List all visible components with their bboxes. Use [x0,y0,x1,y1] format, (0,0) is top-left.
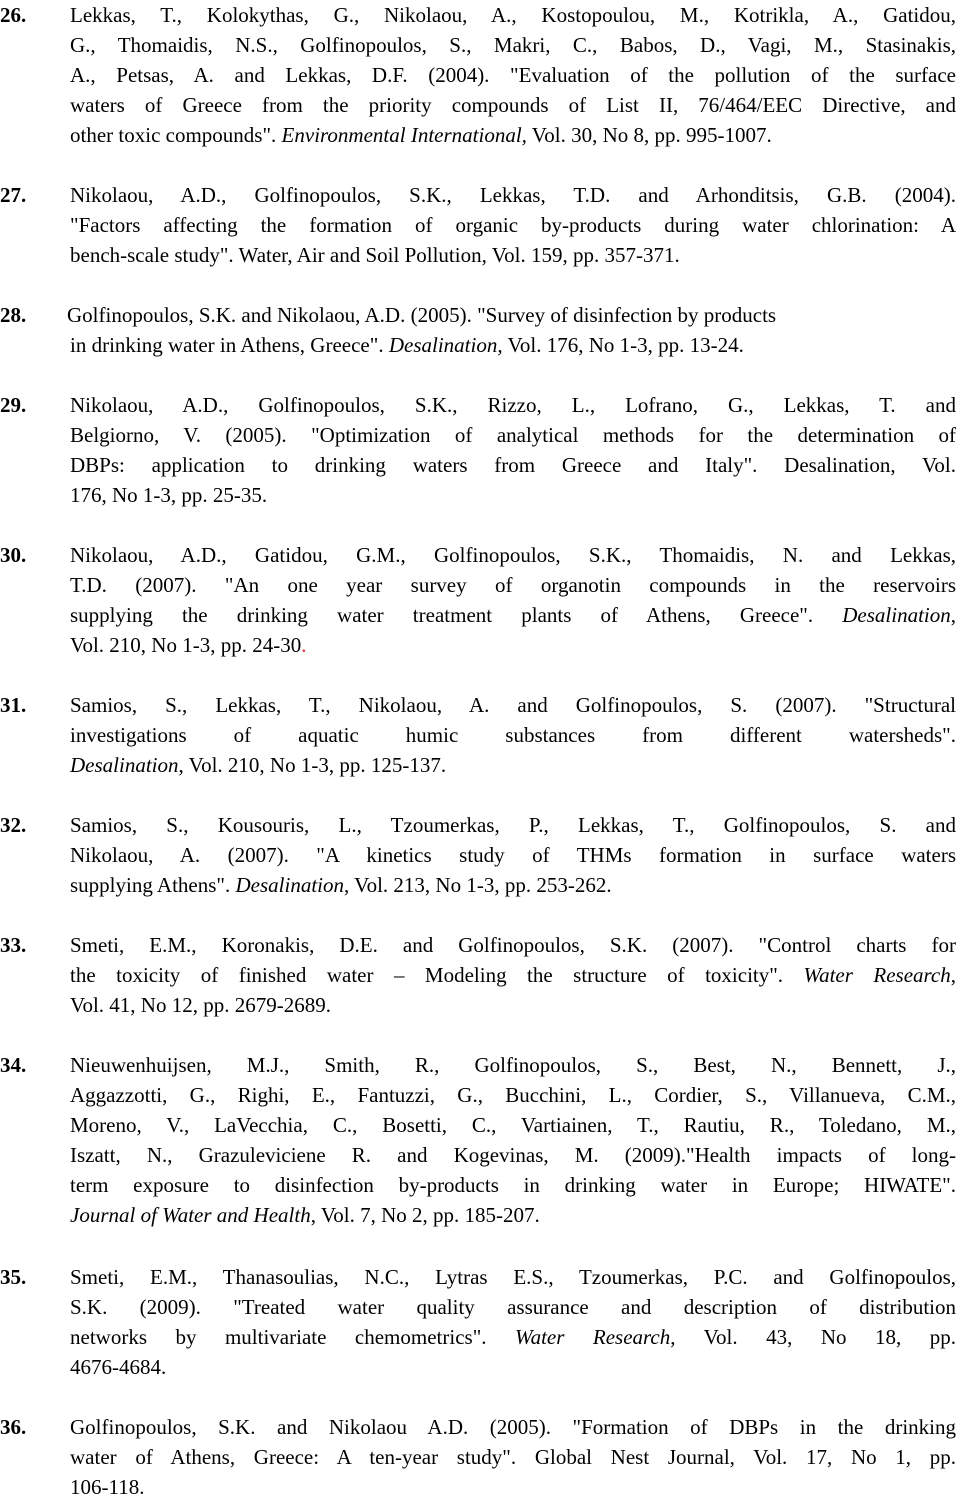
reference-number: 30. [0,543,27,567]
reference-text: 106-118. [70,1475,145,1499]
reference-text: Vol. 41, No 12, pp. 2679-2689. [70,993,331,1017]
reference-text: supplying Athens". [70,873,236,897]
reference-number: 31. [0,693,27,717]
reference-text: Nikolaou, A.D., Golfinopoulos, S.K., Rizzo, L., Lofrano, G., Lekkas, T. and [70,393,956,417]
reference-number: 29. [0,393,27,417]
reference-text: Smeti, E.M., Koronakis, D.E. and Golfinopoulos, S.K. (2007). "Control charts for [70,933,956,957]
reference-text: Aggazzotti, G., Righi, E., Fantuzzi, G., Bucchini, L., Cordier, S., Villanueva, C.M., [70,1083,956,1107]
reference-number: 26. [0,3,27,27]
reference-text: Vol. 176, No 1-3, pp. 13-24. [502,333,744,357]
reference-text: Smeti, E.M., Thanasoulias, N.C., Lytras E.S., Tzoumerkas, P.C. and Golfinopoulos, [70,1265,956,1289]
reference-text: networks by multivariate chemometrics". [70,1325,515,1349]
reference-text: Lekkas, T., Kolokythas, G., Nikolaou, A., Kostopoulou, M., Kotrikla, A., Gatidou, [70,3,956,27]
reference-text: Nikolaou, A. (2007). "A kinetics study of THMs formation in surface waters [70,843,956,867]
reference-text: Nikolaou, A.D., Golfinopoulos, S.K., Lekkas, T.D. and Arhonditsis, G.B. (2004). [70,183,956,207]
reference-number: 32. [0,813,27,837]
reference-text: bench-scale study". Water, Air and Soil Pollution, Vol. 159, pp. 357-371. [70,243,680,267]
reference-text: Nikolaou, A.D., Gatidou, G.M., Golfinopoulos, S.K., Thomaidis, N. and Lekkas, [70,543,956,567]
reference-number: 35. [0,1265,27,1289]
reference-text: , Vol. 210, No 1-3, pp. 125-137. [178,753,447,777]
journal-name: Water Research [515,1325,671,1349]
journal-name: Journal of Water and Health [70,1203,311,1227]
reference-text: term exposure to disinfection by-products in drinking water in Europe; HIWATE". [70,1173,956,1197]
reference-text: Moreno, V., LaVecchia, C., Bosetti, C., Vartiainen, T., Rautiu, R., Toledano, M., [70,1113,956,1137]
reference-text: Vol. 30, No 8, pp. 995-1007. [526,123,772,147]
reference-number: 27. [0,183,27,207]
journal-name: Environmental International, [281,123,527,147]
reference-text: the toxicity of finished water – Modeling the structure of toxicity". [70,963,804,987]
reference-text: Samios, S., Lekkas, T., Nikolaou, A. and Golfinopoulos, S. (2007). "Structural [70,693,956,717]
reference-text: supplying the drinking water treatment plants of Athens, Greece". [70,603,843,627]
reference-number: 28. [0,303,27,327]
reference-text: S.K. (2009). "Treated water quality assurance and description of distribution [70,1295,956,1319]
journal-name: Desalination [235,873,344,897]
reference-text: , Vol. 7, No 2, pp. 185-207. [310,1203,540,1227]
reference-text: Golfinopoulos, S.K. and Nikolaou, A.D. (2005). "Survey of disinfection by products [67,303,777,327]
reference-text: DBPs: application to drinking waters from Greece and Italy". Desalination, Vol. [70,453,956,477]
reference-text: Nieuwenhuijsen, M.J., Smith, R., Golfinopoulos, S., Best, N., Bennett, J., [70,1053,956,1077]
reference-text: G., Thomaidis, N.S., Golfinopoulos, S., Makri, C., Babos, D., Vagi, M., Stasinakis, [70,33,956,57]
reference-text: A., Petsas, A. and Lekkas, D.F. (2004). "Evaluation of the pollution of the surface [70,63,956,87]
reference-text: 176, No 1-3, pp. 25-35. [70,483,268,507]
reference-text: waters of Greece from the priority compounds of List II, 76/464/EEC Directive, and [70,93,956,117]
journal-name: Desalination [842,603,951,627]
reference-text: other toxic compounds". [70,123,282,147]
reference-text: Belgiorno, V. (2005). "Optimization of analytical methods for the determination of [70,423,956,447]
reference-text: , Vol. 43, No 18, pp. [670,1325,956,1349]
reference-text: Iszatt, N., Grazuleviciene R. and Kogevinas, M. (2009)."Health impacts of long- [70,1143,956,1167]
reference-text: Samios, S., Kousouris, L., Tzoumerkas, P., Lekkas, T., Golfinopoulos, S. and [70,813,956,837]
reference-number: 33. [0,933,27,957]
journal-name: Desalination, [388,333,503,357]
reference-number: 36. [0,1415,27,1439]
reference-text: , Vol. 213, No 1-3, pp. 253-262. [344,873,612,897]
reference-text: , [950,963,956,987]
reference-text: Vol. 210, No 1-3, pp. 24-30 [70,633,302,657]
red-period: . [301,633,307,657]
reference-text: investigations of aquatic humic substances from different watersheds". [70,723,956,747]
reference-number: 34. [0,1053,27,1077]
reference-text: "Factors affecting the formation of organic by-products during water chlorination: A [70,213,956,237]
reference-text: in drinking water in Athens, Greece". [70,333,389,357]
reference-text: water of Athens, Greece: A ten-year study". Global Nest Journal, Vol. 17, No 1, pp. [70,1445,956,1469]
reference-text: Golfinopoulos, S.K. and Nikolaou A.D. (2005). "Formation of DBPs in the drinking [70,1415,956,1439]
journal-name: Water Research [803,963,951,987]
reference-text: 4676-4684. [70,1355,167,1379]
reference-text: T.D. (2007). "An one year survey of organotin compounds in the reservoirs [70,573,956,597]
journal-name: Desalination [70,753,179,777]
reference-text: , [950,603,956,627]
